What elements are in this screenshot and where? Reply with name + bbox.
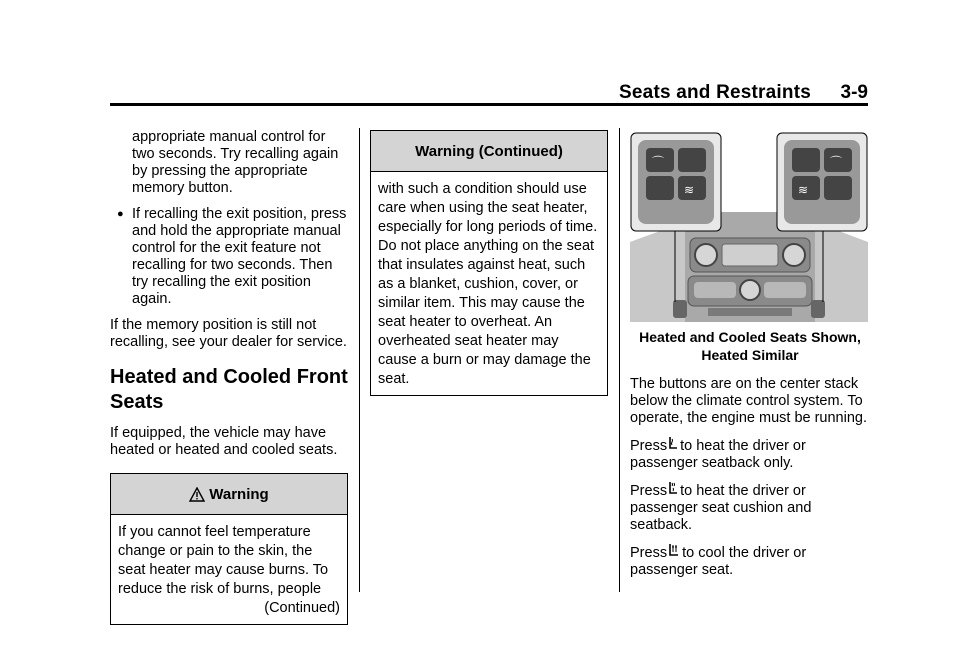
svg-text:⌒: ⌒: [830, 155, 843, 169]
bullet-item: [110, 206, 348, 308]
press-word: Press: [630, 438, 668, 454]
warning-box: [110, 473, 348, 625]
press-instruction-seatback: [630, 436, 870, 472]
press-text: to heat the driver or passenger seatback only.: [630, 438, 806, 471]
section-heading: Heated and Cooled Front Seats: [110, 366, 348, 413]
warning-text: If you cannot feel temperature change or pain to the skin, the seat heater may cause burns. To reduce the risk of burns, people: [118, 524, 329, 597]
warning-text: with such a condition should use care when using the seat heater, especially for long periods of time. Do not place anything on the seat that insulates against heat, such as a blanket, cushion, cover, or similar item. This may cause the seat heater to overheat. An overheated seat heater may cause a burn or may damage the seat.: [378, 181, 598, 387]
warning-title: Warning: [209, 485, 269, 503]
page-number: 3-9: [840, 82, 868, 103]
column-divider-1: [359, 128, 360, 592]
bullet-icon: ●: [117, 208, 124, 220]
warning-box-continued: [370, 130, 608, 396]
middle-column: [370, 130, 608, 396]
press-text: to heat the driver or passenger seat cushion and seatback.: [630, 483, 812, 533]
warning-body: [111, 515, 347, 624]
bullet-text: If recalling the exit position, press and hold the appropriate manual control for the exit feature not recalling for two seconds. Then try recalling the exit position again.: [132, 206, 347, 307]
continued-label: (Continued): [264, 600, 340, 616]
warning-header: [111, 474, 347, 515]
left-column: [110, 129, 348, 625]
warning-header: [371, 131, 607, 172]
paragraph-buttons: The buttons are on the center stack below the climate control system. To operate, the engine must be running.: [630, 376, 867, 426]
warning-triangle-icon: [189, 487, 205, 502]
figure-caption: Heated and Cooled Seats Shown, Heated Similar: [639, 329, 861, 363]
heated-seat-cushion-icon: [668, 481, 678, 499]
heated-seatback-icon: [668, 436, 678, 454]
warning-title: Warning (Continued): [415, 142, 563, 160]
warning-body: [371, 172, 607, 395]
press-instruction-cushion: [630, 481, 870, 534]
running-header: [110, 82, 868, 104]
section-title: Seats and Restraints: [619, 82, 811, 103]
header-rule: [110, 103, 868, 106]
right-column: [630, 132, 870, 588]
press-word: Press: [630, 545, 668, 561]
svg-text:≋: ≋: [798, 183, 809, 197]
paragraph-memory: If the memory position is still not recalling, see your dealer for service.: [110, 317, 347, 350]
press-instruction-cool: [630, 543, 870, 579]
column-divider-2: [619, 128, 620, 592]
paragraph-equipped: If equipped, the vehicle may have heated or heated and cooled seats.: [110, 425, 338, 458]
seat-controls-figure: [630, 132, 868, 322]
paragraph-continued: appropriate manual control for two seconds. Try recalling again by pressing the appropriate memory button.: [132, 129, 339, 196]
press-word: Press: [630, 483, 668, 499]
svg-text:≋: ≋: [684, 183, 695, 197]
svg-text:⌒: ⌒: [652, 155, 665, 169]
press-text: to cool the driver or passenger seat.: [630, 545, 807, 578]
cooled-seat-icon: [668, 543, 680, 561]
